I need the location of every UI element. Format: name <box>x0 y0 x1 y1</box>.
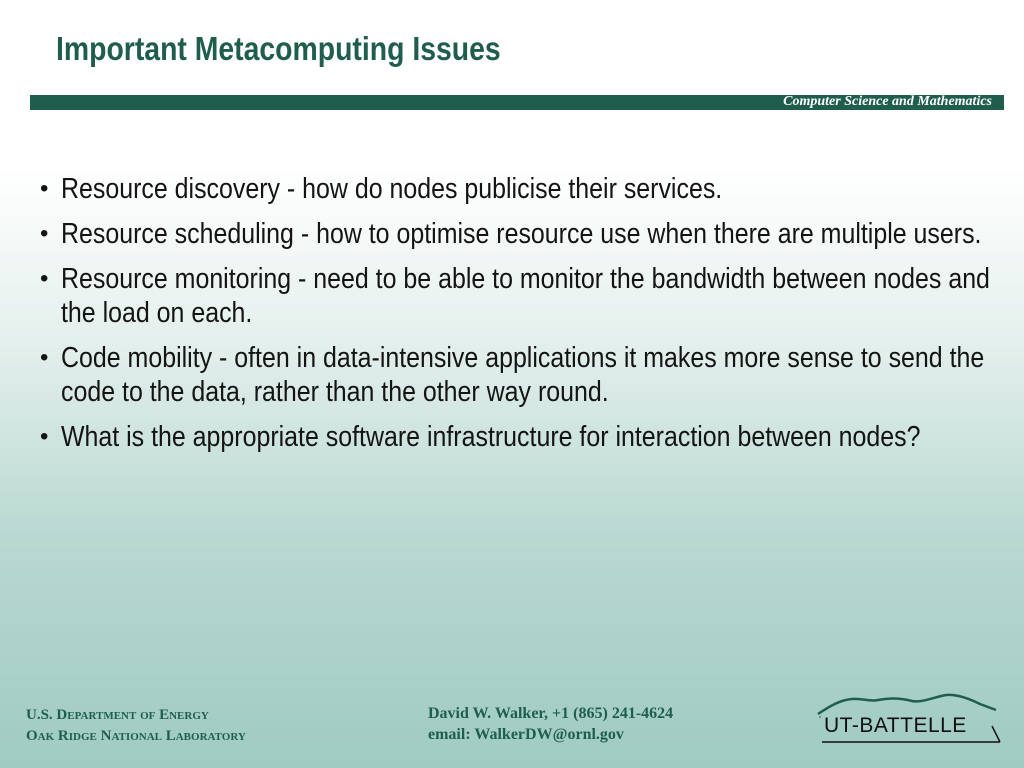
slide-title: Important Metacomputing Issues <box>56 30 501 67</box>
contact-info <box>428 703 673 745</box>
bullet-icon: • <box>40 220 49 247</box>
bullet-text: What is the appropriate software infrastructure for interaction between nodes? <box>61 421 921 453</box>
bullet-text: Code mobility - often in data-intensive applications it makes more sense to send the code to the data, rather than the other way round. <box>61 342 985 408</box>
list-item <box>40 420 1000 454</box>
doe-ornl-label <box>26 705 246 747</box>
contact-email: email: WalkerDW@ornl.gov <box>428 726 624 743</box>
contact-name-phone: David W. Walker, +1 (865) 241-4624 <box>428 705 674 722</box>
doe-label: U.S. Department of Energy <box>26 707 209 723</box>
bullet-icon: • <box>40 423 49 450</box>
bullet-text: Resource discovery - how do nodes publicise their services. <box>61 173 723 205</box>
list-item <box>40 172 1000 206</box>
bullet-icon: • <box>40 175 49 202</box>
bullet-text: Resource scheduling - how to optimise resource use when there are multiple users. <box>61 218 982 250</box>
department-label: Computer Science and Mathematics <box>783 94 992 109</box>
ut-battelle-logo <box>816 690 1002 746</box>
list-item <box>40 217 1000 251</box>
logo-text: UT-BATTELLE <box>824 714 967 737</box>
ornl-label: Oak Ridge National Laboratory <box>26 728 246 744</box>
bullet-list <box>40 172 1000 465</box>
list-item <box>40 341 1000 409</box>
list-item <box>40 262 1000 330</box>
bullet-icon: • <box>40 344 49 371</box>
bullet-text: Resource monitoring - need to be able to monitor the bandwidth between nodes and the load on each. <box>61 263 990 329</box>
bullet-icon: • <box>40 265 49 292</box>
